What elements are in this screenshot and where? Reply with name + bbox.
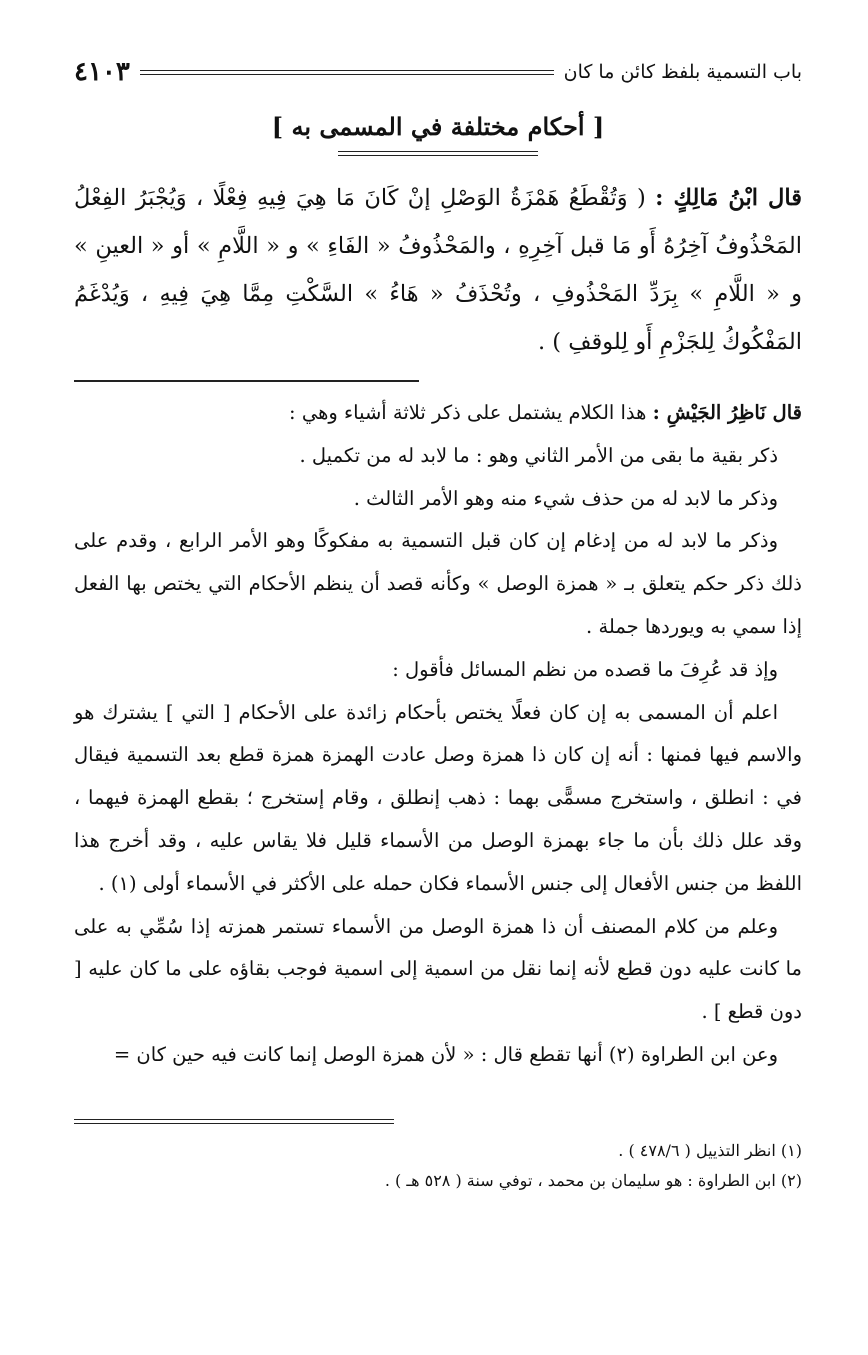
- section-title: [ أحكام مختلفة في المسمى به ]: [271, 112, 605, 141]
- running-head: [74, 52, 802, 92]
- sharh-paragraph: وذكر ما لابد له من حذف شيء منه وهو الأمر الثالث .: [353, 486, 778, 510]
- footnote-rule: [74, 1119, 394, 1124]
- footnote: (١) انظر التذييل ( ٤٧٨/٦ ) .: [618, 1140, 802, 1160]
- sharh-paragraph: وذكر ما لابد له من إدغام إن كان قبل التسمية به مفكوكًا وهو الأمر الرابع ، وقدم على ذلك ذكر حكم يتعلق بـ « همزة الوصل » وكأنه قصد أن ينظم الأحكام التي يختص بها الفعل إذا سمي به ويوردها جملة .: [74, 529, 802, 638]
- sharh-paragraph: وعلم من كلام المصنف أن ذا همزة الوصل من الأسماء تستمر همزته إذا سُمِّي به على ما كانت عليه دون قطع لأنه إنما نقل من اسمية إلى اسمية فوجب بقاؤه على ما كان عليه [ دون قطع ] .: [74, 914, 802, 1024]
- section-title-rule: [338, 151, 538, 156]
- sharh-intro: [74, 392, 802, 435]
- footnote: (٢) ابن الطراوة : هو سليمان بن محمد ، توفي سنة ( ٥٢٨ هـ ) .: [384, 1170, 802, 1190]
- footnotes: [74, 1136, 802, 1196]
- sharh-commentary: [74, 392, 802, 1077]
- matn-sharh-divider: [74, 380, 419, 382]
- page-number: ٤١٠٣: [74, 57, 130, 87]
- sharh-intro-text: هذا الكلام يشتمل على ذكر ثلاثة أشياء وهي :: [289, 401, 647, 424]
- sharh-paragraph: وإذ قد عُرِفَ ما قصده من نظم المسائل فأقول :: [392, 657, 778, 681]
- sharh-paragraph: اعلم أن المسمى به إن كان فعلًا يختص بأحكام زائدة على الأحكام [ التي ] يشترك هو والاسم فيها فمنها : أنه إن كان ذا همزة وصل عادت الهمزة همزة قطع بعد التسمية فيقال في : انطلق ، واستخرج مسمًّى بهما : ذهب إنطلق ، وقام إستخرج ؛ بقطع الهمزة فيهما ، وقد علل ذلك بأن ما جاء بهمزة الوصل من الأسماء قليل فلا يقاس عليه ، وقد أخرج هذا اللفظ من جنس الأفعال إلى جنس الأسماء فكان حمله على الأكثر في الأسماء أولى (١) .: [74, 700, 802, 895]
- sharh-paragraph: ذكر بقية ما بقى من الأمر الثاني وهو : ما لابد له من تكميل .: [299, 443, 778, 467]
- running-head-title: باب التسمية بلفظ كائن ما كان: [563, 61, 802, 83]
- running-head-rule: [140, 70, 554, 75]
- sharh-paragraph: وعن ابن الطراوة (٢) أنها تقطع قال : « لأن همزة الوصل إنما كانت فيه حين كان =: [113, 1042, 778, 1066]
- matn-text: [74, 174, 802, 366]
- matn-speaker: قال ابْنُ مَالِكٍ :: [655, 185, 802, 211]
- matn-body: ( وَتُقْطَعُ هَمْزَةُ الوَصْلِ إنْ كَانَ مَا هِيَ فِيهِ فِعْلًا ، وَيُجْبَرُ الفِعْلُ المَحْذُوفُ آخِرُهُ أَو مَا قبل آخِرِهِ ، والمَحْذُوفُ « الفَاءِ » و « اللَّامِ » أو « العينِ » و « اللَّامِ » بِرَدِّ المَحْذُوفِ ، وتُحْذَفُ « هَاءُ » السَّكْتِ مِمَّا هِيَ فِيهِ ، وَيُدْغَمُ المَفْكُوكُ لِلجَزْمِ أَو لِلوقفِ ) .: [74, 185, 802, 355]
- sharh-speaker: قال نَاظِرُ الجَيْشِ :: [652, 401, 802, 424]
